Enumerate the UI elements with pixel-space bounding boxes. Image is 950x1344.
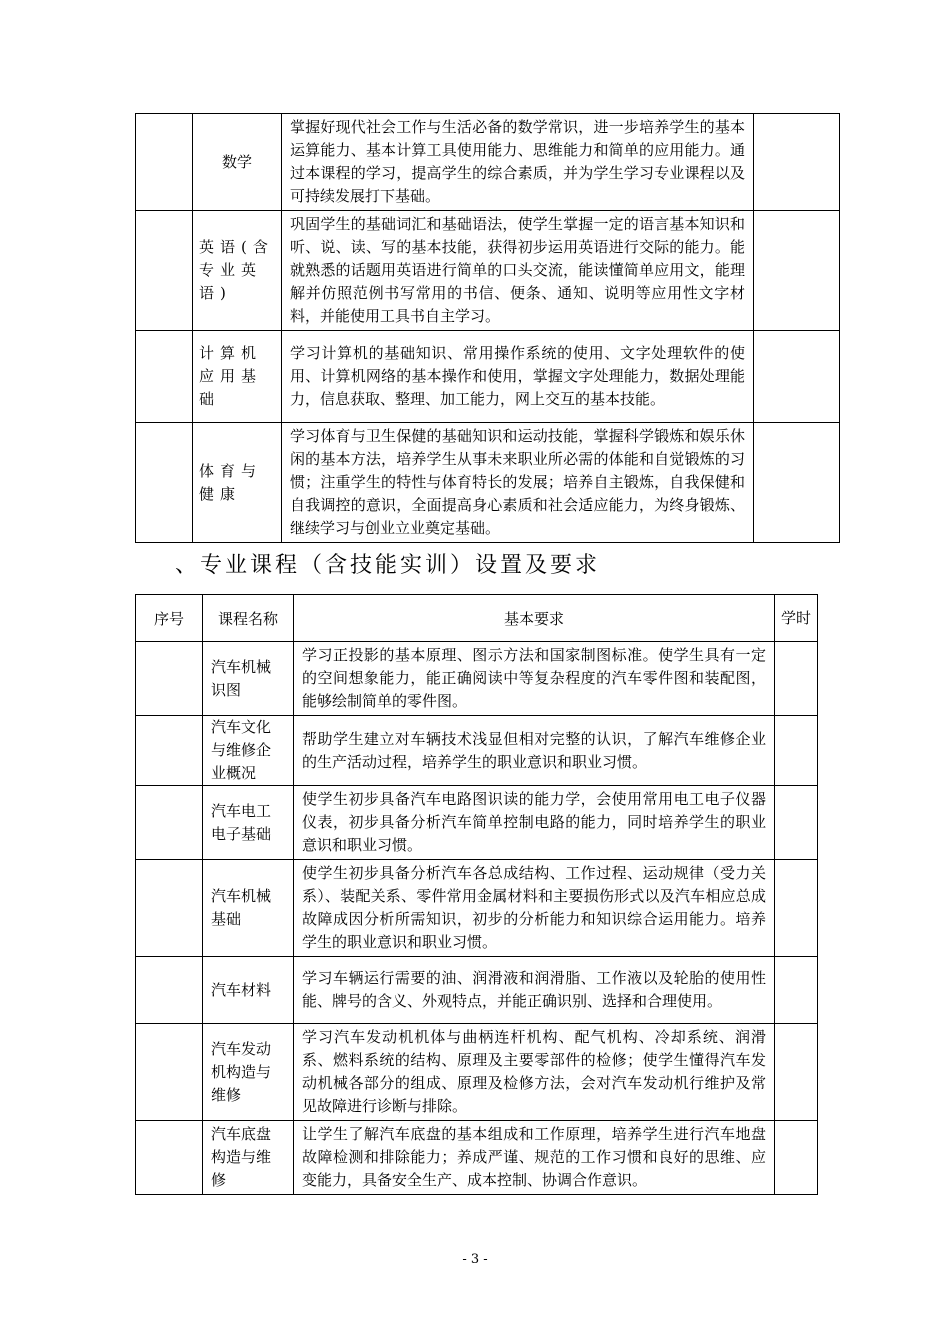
course-name-header: 课程名称 xyxy=(203,595,294,642)
hours-cell xyxy=(775,860,818,957)
hours-cell xyxy=(775,1024,818,1121)
course-requirement-cell: 学习体育与卫生保健的基础知识和运动技能，掌握科学锻炼和娱乐休闲的基本方法，培养学生从事未来职业所必需的体能和自觉锻炼的习惯；注重学生的特性与体育特长的发展；培养自主锻炼，自我保健和自我调控的意识，全面提高身心素质和社会适应能力，为终身锻炼、继续学习与创业立业奠定基础。 xyxy=(282,423,754,543)
index-cell xyxy=(136,957,203,1024)
index-cell xyxy=(136,1024,203,1121)
table-row xyxy=(136,957,818,1024)
course-requirement-cell: 学习计算机的基础知识、常用操作系统的使用、文字处理软件的使用、计算机网络的基本操作和使用，掌握文字处理能力，数据处理能力，信息获取、整理、加工能力，网上交互的基本技能。 xyxy=(282,331,754,423)
course-name-cell: 汽车文化与维修企业概况 xyxy=(203,716,294,786)
course-name-cell: 计算机应用基础 xyxy=(193,331,282,423)
course-requirement-cell: 让学生了解汽车底盘的基本组成和工作原理，培养学生进行汽车地盘 故障检测和排除能力；养成严谨、规范的工作习惯和良好的思维、应变能力，具备安全生产、成本控制、协调合作意识。 xyxy=(294,1121,775,1195)
hours-cell xyxy=(754,114,840,211)
course-name-cell: 汽车机械识图 xyxy=(203,642,294,716)
table-row xyxy=(136,331,840,423)
general-courses-table xyxy=(135,113,840,543)
course-name-cell: 汽车材料 xyxy=(203,957,294,1024)
table-row xyxy=(136,1024,818,1121)
index-cell xyxy=(136,860,203,957)
course-requirement-cell: 学习车辆运行需要的油、润滑液和润滑脂、工作液以及轮胎的使用性能、牌号的含义、外观特点，并能正确识别、选择和合理使用。 xyxy=(294,957,775,1024)
requirement-header: 基本要求 xyxy=(294,595,775,642)
index-cell xyxy=(136,786,203,860)
table-row xyxy=(136,211,840,331)
hours-cell xyxy=(754,331,840,423)
table-header-row xyxy=(136,595,818,642)
page-number: - 3 - xyxy=(462,1252,488,1267)
hours-cell xyxy=(775,642,818,716)
course-requirement-cell: 使学生初步具备分析汽车各总成结构、工作过程、运动规律（受力关系）、装配关系、零件常用金属材料和主要损伤形式以及汽车相应总成故障成因分析所需知识，初步的分析能力和知识综合运用能力。培养学生的职业意识和职业习惯。 xyxy=(294,860,775,957)
course-requirement-cell: 巩固学生的基础词汇和基础语法，使学生掌握一定的语言基本知识和听、说、读、写的基本技能，获得初步运用英语进行交际的能力。能就熟悉的话题用英语进行简单的口头交流，能读懂简单应用文，能理解并仿照范例书写常用的书信、便条、通知、说明等应用性文字材料，并能使用工具书自主学习。 xyxy=(282,211,754,331)
course-name-cell: 体育与健康 xyxy=(193,423,282,543)
hours-cell xyxy=(754,423,840,543)
course-requirement-cell: 学习汽车发动机机体与曲柄连杆机构、配气机构、冷却系统、润滑系、燃料系统的结构、原理及主要零部件的检修；使学生懂得汽车发动机械各部分的组成、原理及检修方法，会对汽车发动机行维护及常见故障进行诊断与排除。 xyxy=(294,1024,775,1121)
hours-cell xyxy=(775,957,818,1024)
course-requirement-cell: 掌握好现代社会工作与生活必备的数学常识，进一步培养学生的基本运算能力、基本计算工具使用能力、思维能力和简单的应用能力。通过本课程的学习，提高学生的综合素质，并为学生学习专业课程以及可持续发展打下基础。 xyxy=(282,114,754,211)
course-requirement-cell: 帮助学生建立对车辆技术浅显但相对完整的认识，了解汽车维修企业的生产活动过程，培养学生的职业意识和职业习惯。 xyxy=(294,716,775,786)
index-cell xyxy=(136,114,193,211)
table-row xyxy=(136,716,818,786)
index-cell xyxy=(136,716,203,786)
table-row xyxy=(136,860,818,957)
index-cell xyxy=(136,331,193,423)
hours-cell xyxy=(775,1121,818,1195)
index-cell xyxy=(136,642,203,716)
table-row xyxy=(136,786,818,860)
hours-cell xyxy=(775,786,818,860)
course-name-cell: 汽车底盘构造与维修 xyxy=(203,1121,294,1195)
course-name-cell: 数学 xyxy=(193,114,282,211)
table-row xyxy=(136,642,818,716)
course-name-cell: 英语(含专业英语) xyxy=(193,211,282,331)
table-row xyxy=(136,423,840,543)
course-name-cell: 汽车发动机构造与维修 xyxy=(203,1024,294,1121)
index-cell xyxy=(136,1121,203,1195)
table-row xyxy=(136,114,840,211)
professional-courses-table xyxy=(135,594,818,1195)
hours-header: 学时 xyxy=(775,595,818,642)
index-cell xyxy=(136,423,193,543)
hours-cell xyxy=(775,716,818,786)
course-name-cell: 汽车电工电子基础 xyxy=(203,786,294,860)
index-cell xyxy=(136,211,193,331)
course-requirement-cell: 学习正投影的基本原理、图示方法和国家制图标准。使学生具有一定的空间想象能力，能正确阅读中等复杂程度的汽车零件图和装配图，能够绘制简单的零件图。 xyxy=(294,642,775,716)
course-requirement-cell: 使学生初步具备汽车电路图识读的能力学，会使用常用电工电子仪器仪表，初步具备分析汽车简单控制电路的能力，同时培养学生的职业意识和职业习惯。 xyxy=(294,786,775,860)
index-header: 序号 xyxy=(136,595,203,642)
course-name-cell: 汽车机械基础 xyxy=(203,860,294,957)
section-heading: 、专业课程（含技能实训）设置及要求 xyxy=(175,553,601,578)
hours-cell xyxy=(754,211,840,331)
table-row xyxy=(136,1121,818,1195)
